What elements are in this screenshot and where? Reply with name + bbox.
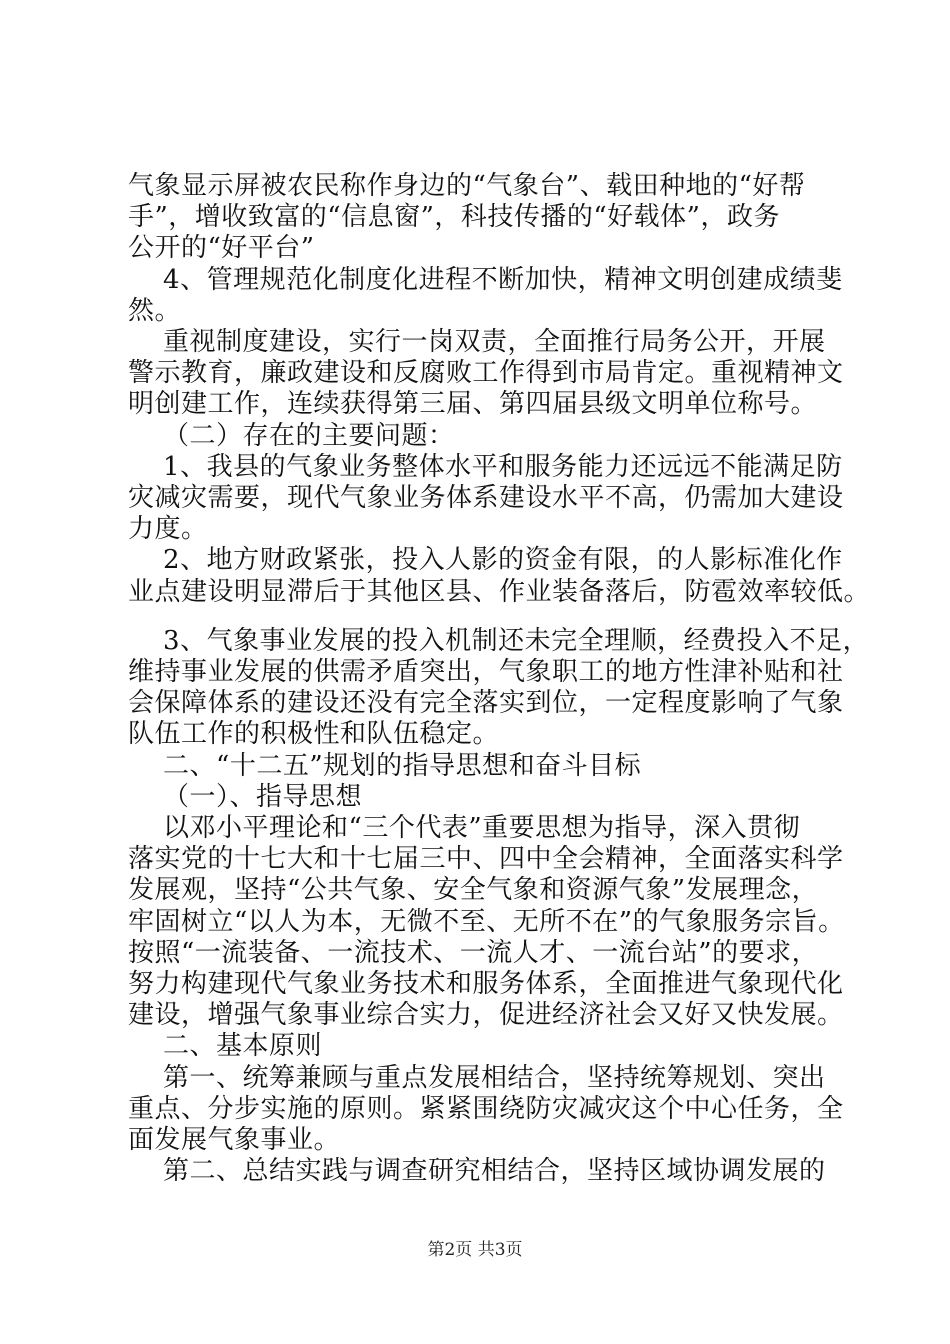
text-line: 队伍工作的积极性和队伍稳定。 (128, 719, 500, 749)
text-line: 牢固树立“以人为本，无微不至、无所不在”的气象服务宗旨。 (128, 907, 845, 937)
text-line: 建设，增强气象事业综合实力，促进经济社会又好又快发展。 (128, 1000, 844, 1030)
text-line: 会保障体系的建设还没有完全落实到位，一定程度影响了气象 (128, 688, 844, 718)
text-line: 二、基本原则 (128, 1031, 323, 1061)
text-line: 重视制度建设，实行一岗双责，全面推行局务公开，开展 (128, 327, 826, 357)
text-line: 第二、总结实践与调查研究相结合，坚持区域协调发展的 (128, 1156, 826, 1186)
text-line: 二、“十二五”规划的指导思想和奋斗目标 (128, 751, 642, 781)
text-line: 3、气象事业发展的投入机制还未完全理顺，经费投入不足， (128, 626, 870, 656)
text-line: 第一、统筹兼顾与重点发展相结合，坚持统筹规划、突出 (128, 1063, 826, 1093)
text-line: （一）、指导思想 (128, 782, 363, 812)
text-line: 落实党的十七大和十七届三中、四中全会精神，全面落实科学 (128, 844, 844, 874)
text-line: （二）存在的主要问题： (128, 421, 455, 451)
text-line: 力度。 (128, 514, 208, 544)
text-line: 气象显示屏被农民称作身边的“气象台”、载田种地的“好帮 (128, 171, 806, 201)
text-line: 灾减灾需要，现代气象业务体系建设水平不高，仍需加大建设 (128, 483, 844, 513)
text-line: 按照“一流装备、一流技术、一流人才、一流台站”的要求， (128, 938, 819, 968)
text-line: 发展观，坚持“公共气象、安全气象和资源气象”发展理念， (128, 875, 819, 905)
text-line: 1、我县的气象业务整体水平和服务能力还远远不能满足防 (128, 452, 843, 482)
text-line: 公开的“好平台” (128, 233, 315, 263)
text-line: 2、地方财政紧张，投入人影的资金有限，的人影标准化作 (128, 545, 843, 575)
text-line: 以邓小平理论和“三个代表”重要思想为指导，深入贯彻 (128, 813, 801, 843)
text-line: 明创建工作，连续获得第三届、第四届县级文明单位称号。 (128, 389, 818, 419)
text-line: 努力构建现代气象业务技术和服务体系，全面推进气象现代化 (128, 969, 844, 999)
text-line: 重点、分步实施的原则。紧紧围绕防灾减灾这个中心任务，全 (128, 1094, 844, 1124)
text-line: 手”，增收致富的“信息窗”，科技传播的“好载体”，政务 (128, 202, 780, 232)
page-footer: 第2页 共3页 (427, 1240, 523, 1260)
text-line: 业点建设明显滞后于其他区县、作业装备落后，防雹效率较低。 (128, 577, 871, 607)
text-line: 4、管理规范化制度化进程不断加快，精神文明创建成绩斐 (128, 265, 843, 295)
text-line: 维持事业发展的供需矛盾突出，气象职工的地方性津补贴和社 (128, 657, 844, 687)
text-line: 然。 (128, 296, 182, 326)
text-line: 面发展气象事业。 (128, 1125, 341, 1155)
text-line: 警示教育，廉政建设和反腐败工作得到市局肯定。重视精神文 (128, 358, 844, 388)
